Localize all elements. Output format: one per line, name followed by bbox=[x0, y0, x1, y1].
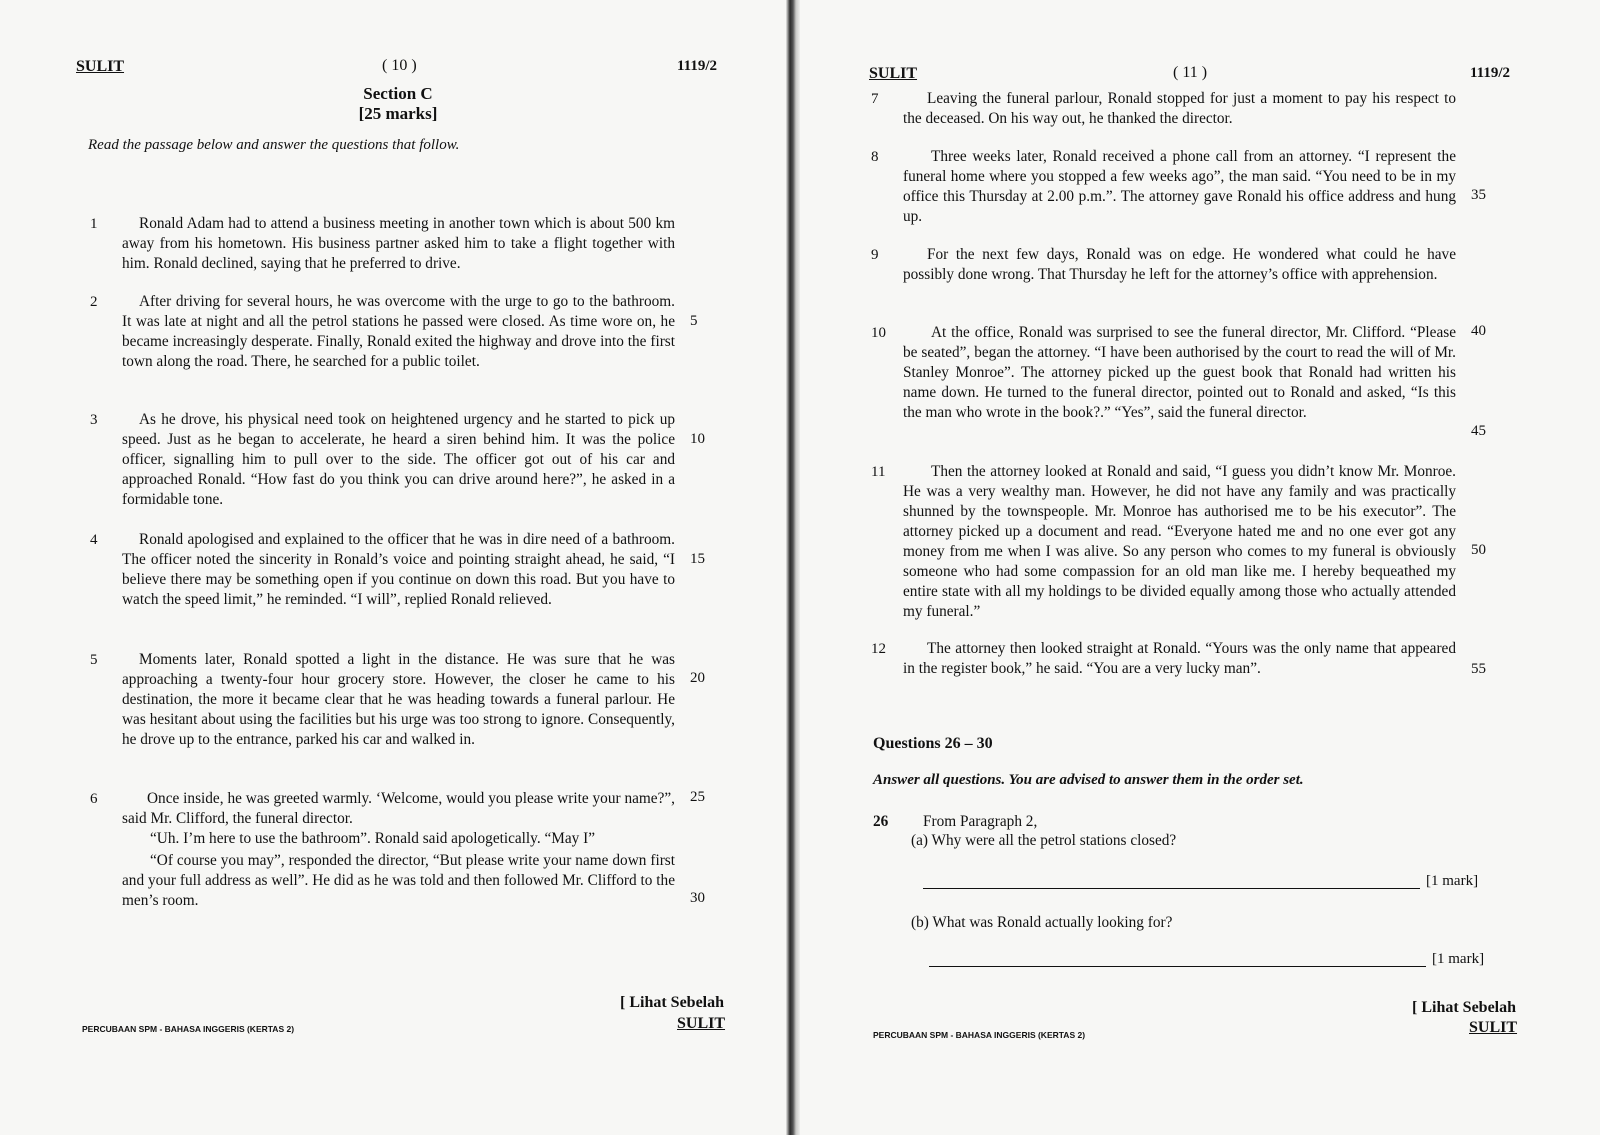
paragraph bbox=[122, 410, 675, 510]
paragraph bbox=[903, 89, 1456, 129]
paragraph-text: Ronald Adam had to attend a business meeting in another town which is about 500 km away from his hometown. His business partner asked him to take a flight together with him. Ronald declined, saying that he preferred to drive. bbox=[122, 215, 675, 272]
paragraph bbox=[122, 650, 675, 750]
paragraph bbox=[122, 530, 675, 610]
right-page bbox=[800, 0, 1600, 1135]
paragraph-text: Once inside, he was greeted warmly. ‘Welcome, would you please write your name?”, said Mr. Clifford, the funeral director. bbox=[122, 790, 675, 827]
paragraph-number: 4 bbox=[90, 532, 98, 548]
questions-instruction: Answer all questions. You are advised to answer them in the order set. bbox=[873, 772, 1304, 788]
paragraph bbox=[903, 245, 1456, 285]
line-number: 55 bbox=[1471, 661, 1486, 677]
paragraph-text: Three weeks later, Ronald received a phone call from an attorney. “I represent the funeral home where you stopped a few weeks ago”, the man said. “You need to be in my office this Thursday at 2.00 p.m.”. The attorney gave Ronald his office address and hung up. bbox=[903, 148, 1456, 225]
lihat-sebelah: [ Lihat Sebelah bbox=[1412, 999, 1517, 1016]
footer-text: PERCUBAAN SPM - BAHASA INGGERIS (KERTAS 2) bbox=[873, 1030, 1086, 1040]
paragraph-text: Then the attorney looked at Ronald and said, “I guess you didn’t know Mr. Monroe. He was a very wealthy man. However, he did not have any family and was practically shunned by the townspeople. Mr. Monroe has authorised me to be his executor”. The attorney picked up a document and read. “Everyone hated me and no one ever got any money from me when I was alive. So any person who comes to my funeral is obviously someone who had some compassion for an old man like me. I hereby bequeathed my entire state with all my holdings to be divided equally among those who actually attended my funeral.” bbox=[903, 463, 1456, 620]
footer-text: PERCUBAAN SPM - BAHASA INGGERIS (KERTAS 2) bbox=[82, 1024, 295, 1034]
answer-line-26a[interactable] bbox=[923, 888, 1420, 889]
paragraph-text: “Of course you may”, responded the director, “But please write your name down first and your full address as well”. He did as he was told and then followed Mr. Clifford to the men’s room. bbox=[122, 852, 675, 909]
page-number: ( 10 ) bbox=[382, 57, 417, 74]
paragraph bbox=[903, 639, 1456, 679]
question-26b: (b) What was Ronald actually looking for? bbox=[911, 914, 1173, 931]
paragraph-number: 6 bbox=[90, 791, 98, 807]
paragraph-text: Leaving the funeral parlour, Ronald stopped for just a moment to pay his respect to the deceased. On his way out, he thanked the director. bbox=[903, 90, 1456, 127]
paper-code: 1119/2 bbox=[1470, 65, 1511, 81]
paragraph-number: 7 bbox=[871, 91, 879, 107]
paragraph-number: 3 bbox=[90, 412, 98, 428]
paragraph-number: 1 bbox=[90, 216, 98, 232]
footer-sulit: SULIT bbox=[677, 1015, 726, 1032]
section-marks: [25 marks] bbox=[358, 104, 438, 123]
paragraph-number: 8 bbox=[871, 149, 879, 165]
line-number: 15 bbox=[690, 551, 705, 567]
mark-26a: [1 mark] bbox=[1426, 873, 1479, 889]
paragraph-number: 5 bbox=[90, 652, 98, 668]
paragraph-text: Moments later, Ronald spotted a light in the distance. He was sure that he was approaching a twenty-four hour grocery store. However, the closer he came to his destination, the more it became clear that he was heading towards a funeral parlour. He was hesitant about using the facilities but his urge was too strong to ignore. Consequently, he drove up to the entrance, parked his car and walked in. bbox=[122, 651, 675, 748]
paragraph-text: “Uh. I’m here to use the bathroom”. Ronald said apologetically. “May I” bbox=[150, 830, 596, 847]
page-number: ( 11 ) bbox=[1173, 64, 1208, 81]
paragraph-number: 9 bbox=[871, 247, 879, 263]
paragraph-number: 2 bbox=[90, 294, 98, 310]
line-number: 25 bbox=[690, 789, 705, 805]
paragraph bbox=[122, 292, 675, 372]
paragraph bbox=[122, 789, 675, 911]
question-number: 26 bbox=[873, 813, 889, 830]
mark-26b: [1 mark] bbox=[1432, 951, 1485, 967]
question-26a: (a) Why were all the petrol stations closed? bbox=[911, 832, 1177, 849]
paragraph bbox=[122, 214, 675, 274]
header-sulit: SULIT bbox=[869, 65, 918, 82]
answer-line-26b[interactable] bbox=[929, 966, 1426, 967]
lihat-sebelah: [ Lihat Sebelah bbox=[620, 994, 725, 1011]
paragraph bbox=[903, 323, 1456, 423]
line-number: 45 bbox=[1471, 423, 1486, 439]
line-number: 50 bbox=[1471, 542, 1486, 558]
question-intro: From Paragraph 2, bbox=[923, 813, 1038, 830]
paragraph-text: For the next few days, Ronald was on edge. He wondered what could he have possibly done wrong. That Thursday he left for the attorney’s office with apprehension. bbox=[903, 246, 1456, 283]
paragraph-text: After driving for several hours, he was overcome with the urge to go to the bathroom. It was late at night and all the petrol stations he passed were closed. As time wore on, he became increasingly desperate. Finally, Ronald exited the highway and drove into the first town along the road. There, he searched for a public toilet. bbox=[122, 293, 675, 370]
line-number: 30 bbox=[690, 890, 705, 906]
header-sulit: SULIT bbox=[76, 58, 125, 75]
paragraph-text: Ronald apologised and explained to the officer that he was in dire need of a bathroom. The officer noted the sincerity in Ronald’s voice and pointing straight ahead, he said, “I believe there may be something open if you continue on down this road. But you have to watch the speed limit,” he reminded. “I will”, replied Ronald relieved. bbox=[122, 531, 675, 608]
section-title: Section C bbox=[363, 84, 433, 103]
page-gutter bbox=[786, 0, 800, 1135]
line-number: 5 bbox=[690, 313, 698, 329]
passage-instruction: Read the passage below and answer the questions that follow. bbox=[88, 137, 460, 153]
paper-code: 1119/2 bbox=[677, 58, 718, 74]
line-number: 10 bbox=[690, 431, 705, 447]
line-number: 20 bbox=[690, 670, 705, 686]
paragraph-number: 10 bbox=[871, 325, 886, 341]
questions-heading: Questions 26 – 30 bbox=[873, 735, 993, 752]
left-page bbox=[0, 0, 786, 1135]
paragraph-text: At the office, Ronald was surprised to see the funeral director, Mr. Clifford. “Please be seated”, began the attorney. “I have been authorised by the court to read the will of Mr. Stanley Monroe”. The attorney picked up the guest book that Ronald had written his name down. He turned to the funeral director, pointed out to Ronald and asked, “Is this the man who wrote in the book?.” “Yes”, said the funeral director. bbox=[903, 324, 1456, 421]
paragraph-number: 12 bbox=[871, 641, 886, 657]
paragraph-number: 11 bbox=[871, 464, 886, 480]
paragraph-text: As he drove, his physical need took on heightened urgency and he started to pick up speed. Just as he began to accelerate, he heard a siren behind him. It was the police officer, signalling him to pull over to the side. The officer got out of his car and approached Ronald. “How fast do you think you can drive around here?”, he asked in a formidable tone. bbox=[122, 411, 675, 508]
line-number: 40 bbox=[1471, 323, 1486, 339]
footer-sulit: SULIT bbox=[1469, 1019, 1518, 1036]
paragraph bbox=[903, 147, 1456, 227]
paragraph bbox=[903, 462, 1456, 622]
paragraph-text: The attorney then looked straight at Ronald. “Yours was the only name that appeared in the register book,” he said. “You are a very lucky man”. bbox=[903, 640, 1456, 677]
line-number: 35 bbox=[1471, 187, 1486, 203]
